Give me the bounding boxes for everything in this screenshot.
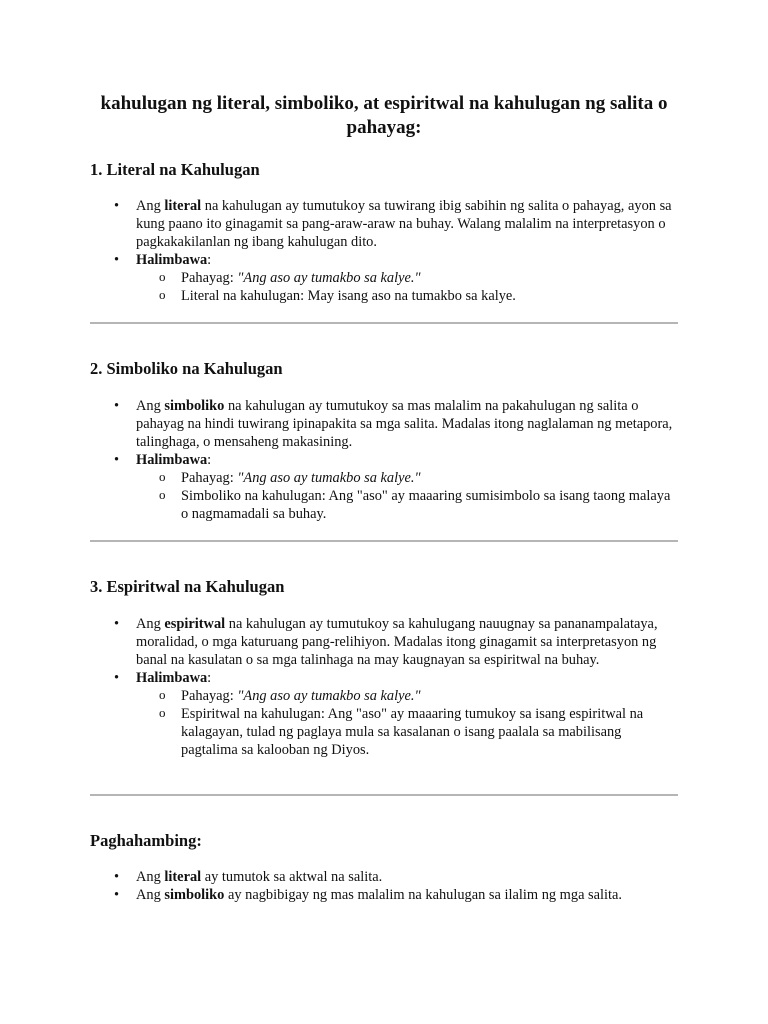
example-item bbox=[90, 669, 680, 759]
comparison-text: ay tumutok sa aktwal na salita. bbox=[201, 869, 383, 885]
statement-quote: "Ang aso ay tumakbo sa kalye." bbox=[237, 688, 421, 704]
statement-label: Pahayag: bbox=[181, 470, 238, 486]
example-item bbox=[90, 451, 680, 523]
statement-item bbox=[136, 687, 680, 705]
example-colon: : bbox=[207, 670, 212, 686]
example-sublist bbox=[136, 687, 680, 759]
example-sublist bbox=[136, 269, 680, 305]
comparison-text: ay nagbibigay ng mas malalim na kahulugan sa ilalim ng mga salita. bbox=[224, 887, 623, 903]
definition-text: na kahulugan ay tumutukoy sa tuwirang ibig sabihin ng salita o pahayag, ayon sa kung paano ito ginagamit sa pang-araw-araw na buhay. Walang malalim na interpretasyon o pagkakakilanlan ng ibang kahulugan dito. bbox=[136, 198, 672, 250]
definition-text: na kahulugan ay tumutukoy sa mas malalim na pakahulugan ng salita o pahayag na hindi tuwirang ipinapakita sa mga salita. Madalas itong naglalaman ng metapora, talinghaga, o mensaheng makasining. bbox=[136, 398, 673, 450]
definition-item bbox=[90, 197, 680, 251]
example-colon: : bbox=[207, 452, 212, 468]
section-divider bbox=[90, 794, 678, 796]
example-item bbox=[90, 251, 680, 305]
section-list-espiritwal bbox=[90, 615, 680, 759]
example-label: Halimbawa bbox=[136, 452, 208, 468]
document-title: kahulugan ng literal, simboliko, at espiritwal na kahulugan ng salita o pahayag: bbox=[100, 93, 668, 138]
definition-prefix: Ang bbox=[136, 616, 165, 632]
example-colon: : bbox=[207, 252, 212, 268]
definition-term: simboliko bbox=[164, 398, 225, 414]
comparison-term: literal bbox=[164, 869, 202, 885]
section-list-literal bbox=[90, 197, 680, 305]
section-list-simboliko bbox=[90, 397, 680, 523]
comparison-item bbox=[90, 868, 680, 886]
definition-text: na kahulugan ay tumutukoy sa kahulugang nauugnay sa pananampalataya, moralidad, o mga katuruang pang-relihiyon. Madalas itong ginagamit sa interpretasyon ng banal na kasulatan o sa mga talinhaga na may kaugnayan sa espiritwal na buhay. bbox=[136, 616, 658, 668]
statement-quote: "Ang aso ay tumakbo sa kalye." bbox=[237, 470, 421, 486]
example-label: Halimbawa bbox=[136, 252, 208, 268]
definition-prefix: Ang bbox=[136, 398, 165, 414]
definition-term: espiritwal bbox=[164, 616, 226, 632]
section-heading-simboliko: 2. Simboliko na Kahulugan bbox=[90, 359, 283, 378]
comparison-item bbox=[90, 886, 680, 904]
definition-prefix: Ang bbox=[136, 198, 165, 214]
statement-item bbox=[136, 269, 680, 287]
meaning-item: o Espiritwal na kahulugan: Ang "aso" ay maaaring tumukoy sa isang espiritwal na kalagayan, tulad ng paglaya mula sa kasalanan o isang paalala sa mabilisang pagtalima sa kalooban ng Diyos. bbox=[136, 705, 680, 759]
statement-label: Pahayag: bbox=[181, 270, 238, 286]
definition-item bbox=[90, 397, 680, 451]
meaning-item: o Literal na kahulugan: May isang aso na tumakbo sa kalye. bbox=[136, 287, 680, 305]
comparison-prefix: Ang bbox=[136, 869, 165, 885]
section-heading-espiritwal: 3. Espiritwal na Kahulugan bbox=[90, 577, 285, 596]
definition-item bbox=[90, 615, 680, 669]
section-divider bbox=[90, 322, 678, 324]
statement-item bbox=[136, 469, 680, 487]
statement-quote: "Ang aso ay tumakbo sa kalye." bbox=[237, 270, 421, 286]
section-heading-literal: 1. Literal na Kahulugan bbox=[90, 160, 260, 179]
definition-term: literal bbox=[164, 198, 202, 214]
example-label: Halimbawa bbox=[136, 670, 208, 686]
comparison-list bbox=[90, 868, 680, 904]
comparison-heading: Paghahambing: bbox=[90, 831, 202, 850]
meaning-item: o Simboliko na kahulugan: Ang "aso" ay maaaring sumisimbolo sa isang taong malaya o nagmamadali sa buhay. bbox=[136, 487, 680, 523]
example-sublist bbox=[136, 469, 680, 523]
statement-label: Pahayag: bbox=[181, 688, 238, 704]
comparison-term: simboliko bbox=[164, 887, 225, 903]
comparison-prefix: Ang bbox=[136, 887, 165, 903]
section-divider bbox=[90, 540, 678, 542]
